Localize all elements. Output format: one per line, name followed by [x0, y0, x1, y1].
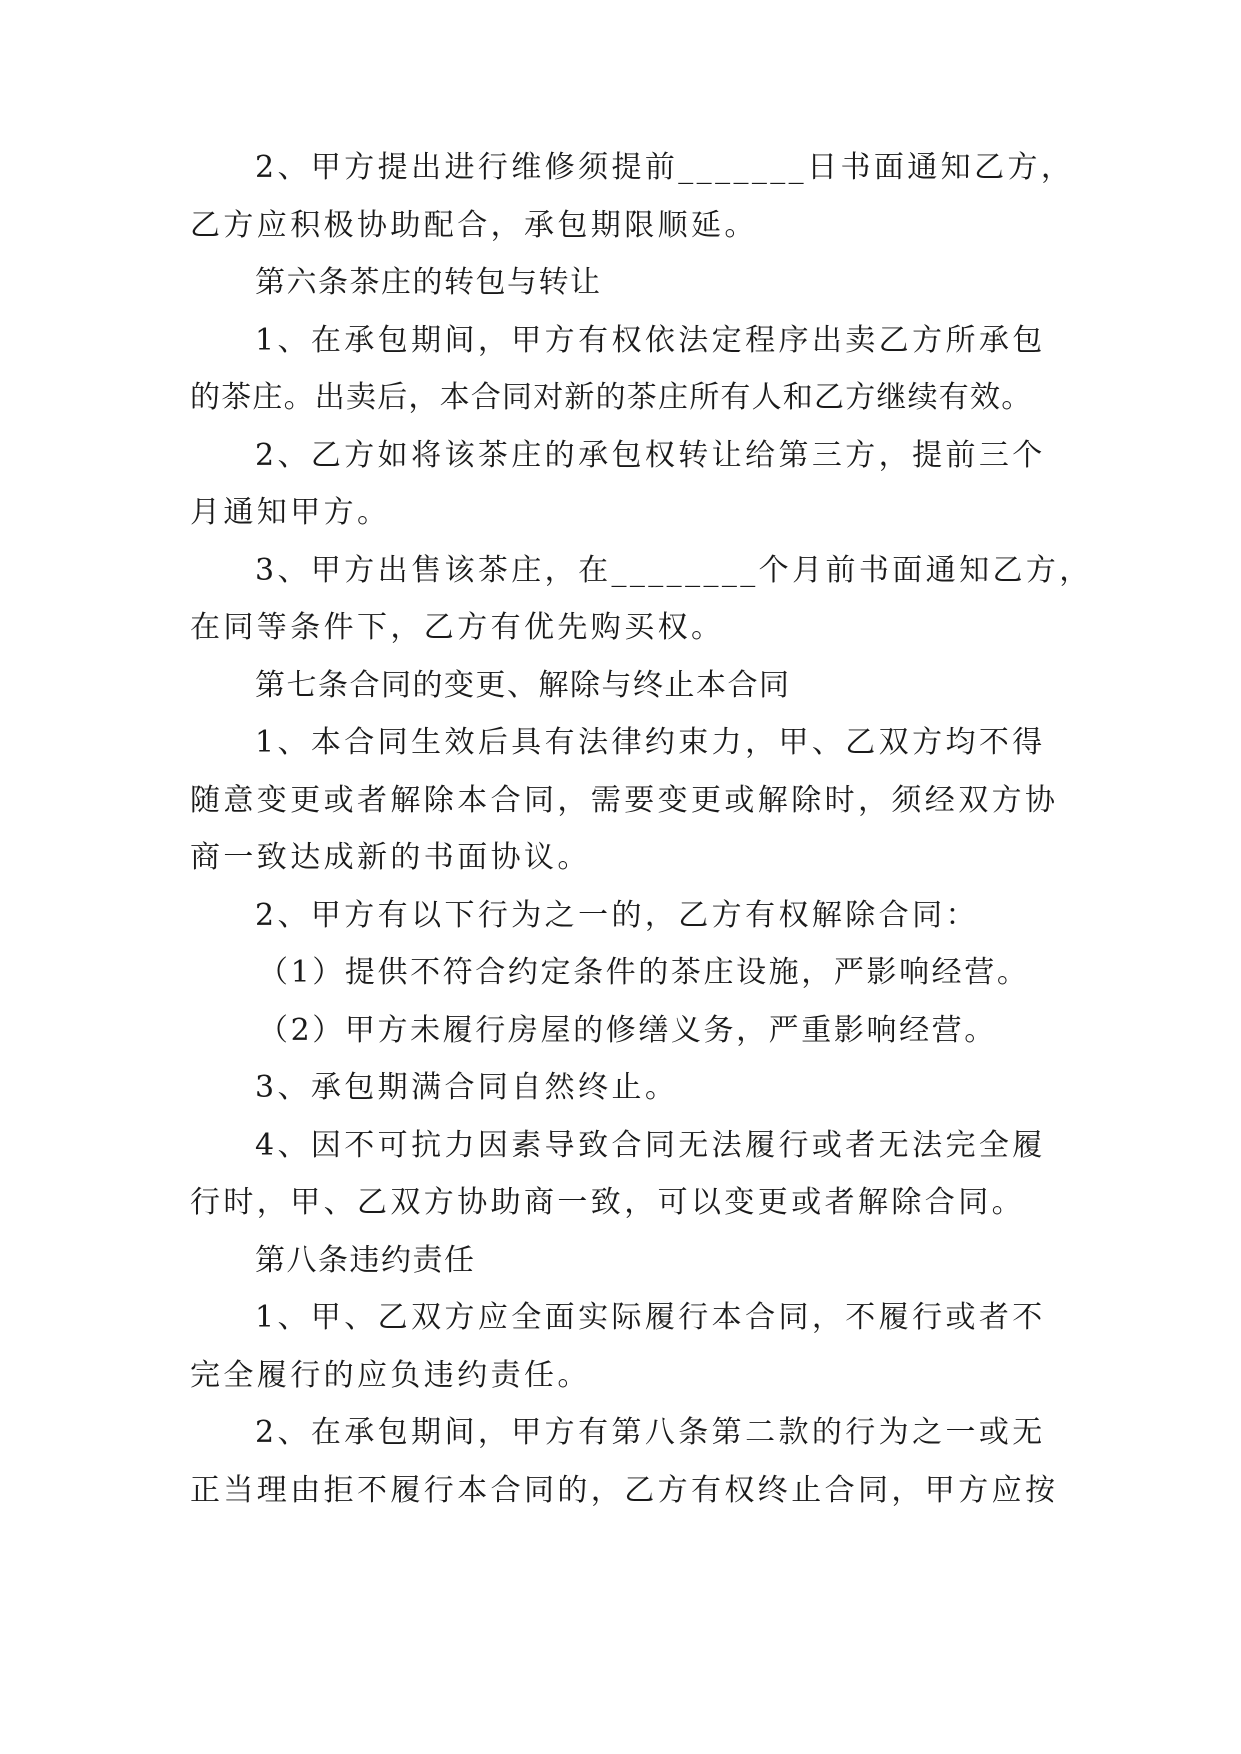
article-7-item-4-line-2: 行时，甲、乙双方协助商一致，可以变更或者解除合同。	[190, 1185, 1025, 1220]
article-7-item-1-line-3: 商一致达成新的书面协议。	[190, 840, 591, 875]
article-7-heading: 第七条合同的变更、解除与终止本合同	[255, 668, 791, 703]
article-7-item-3: 3、承包期满合同自然终止。	[255, 1070, 679, 1105]
article-6-heading: 第六条茶庄的转包与转让	[255, 265, 602, 300]
article-6-item-3-line-1: 3、甲方出售该茶庄，在________个月前书面通知乙方，	[255, 553, 1093, 588]
article-8-item-1-line-2: 完全履行的应负违约责任。	[190, 1358, 591, 1393]
article-7-item-2-sub-1: （1）提供不符合约定条件的茶庄设施，严影响经营。	[258, 955, 1030, 990]
article-6-item-2-line-2: 月通知甲方。	[190, 495, 391, 530]
article-7-item-4-line-1: 4、因不可抗力因素导致合同无法履行或者无法完全履	[255, 1128, 1046, 1163]
clause-5-item-2-line-2: 乙方应积极协助配合，承包期限顺延。	[190, 208, 758, 243]
article-8-heading: 第八条违约责任	[255, 1243, 476, 1278]
article-7-item-1-line-2: 随意变更或者解除本合同，需要变更或解除时，须经双方协	[190, 783, 1059, 818]
article-7-item-2-sub-2: （2）甲方未履行房屋的修缮义务，严重影响经营。	[258, 1013, 997, 1048]
article-6-item-1-line-1: 1、在承包期间，甲方有权依法定程序出卖乙方所承包	[255, 323, 1046, 358]
article-6-item-1-line-2: 的茶庄。出卖后，本合同对新的茶庄所有人和乙方继续有效。	[190, 380, 1033, 415]
clause-5-item-2-line-1: 2、甲方提出进行维修须提前_______日书面通知乙方，	[255, 150, 1075, 185]
article-8-item-1-line-1: 1、甲、乙双方应全面实际履行本合同，不履行或者不	[255, 1300, 1046, 1335]
article-7-item-2: 2、甲方有以下行为之一的，乙方有权解除合同：	[255, 898, 979, 933]
article-6-item-3-line-2: 在同等条件下，乙方有优先购买权。	[190, 610, 725, 645]
article-7-item-1-line-1: 1、本合同生效后具有法律约束力，甲、乙双方均不得	[255, 725, 1046, 760]
article-8-item-2-line-2: 正当理由拒不履行本合同的，乙方有权终止合同，甲方应按	[190, 1473, 1059, 1508]
article-8-item-2-line-1: 2、在承包期间，甲方有第八条第二款的行为之一或无	[255, 1415, 1046, 1450]
article-6-item-2-line-1: 2、乙方如将该茶庄的承包权转让给第三方，提前三个	[255, 438, 1046, 473]
